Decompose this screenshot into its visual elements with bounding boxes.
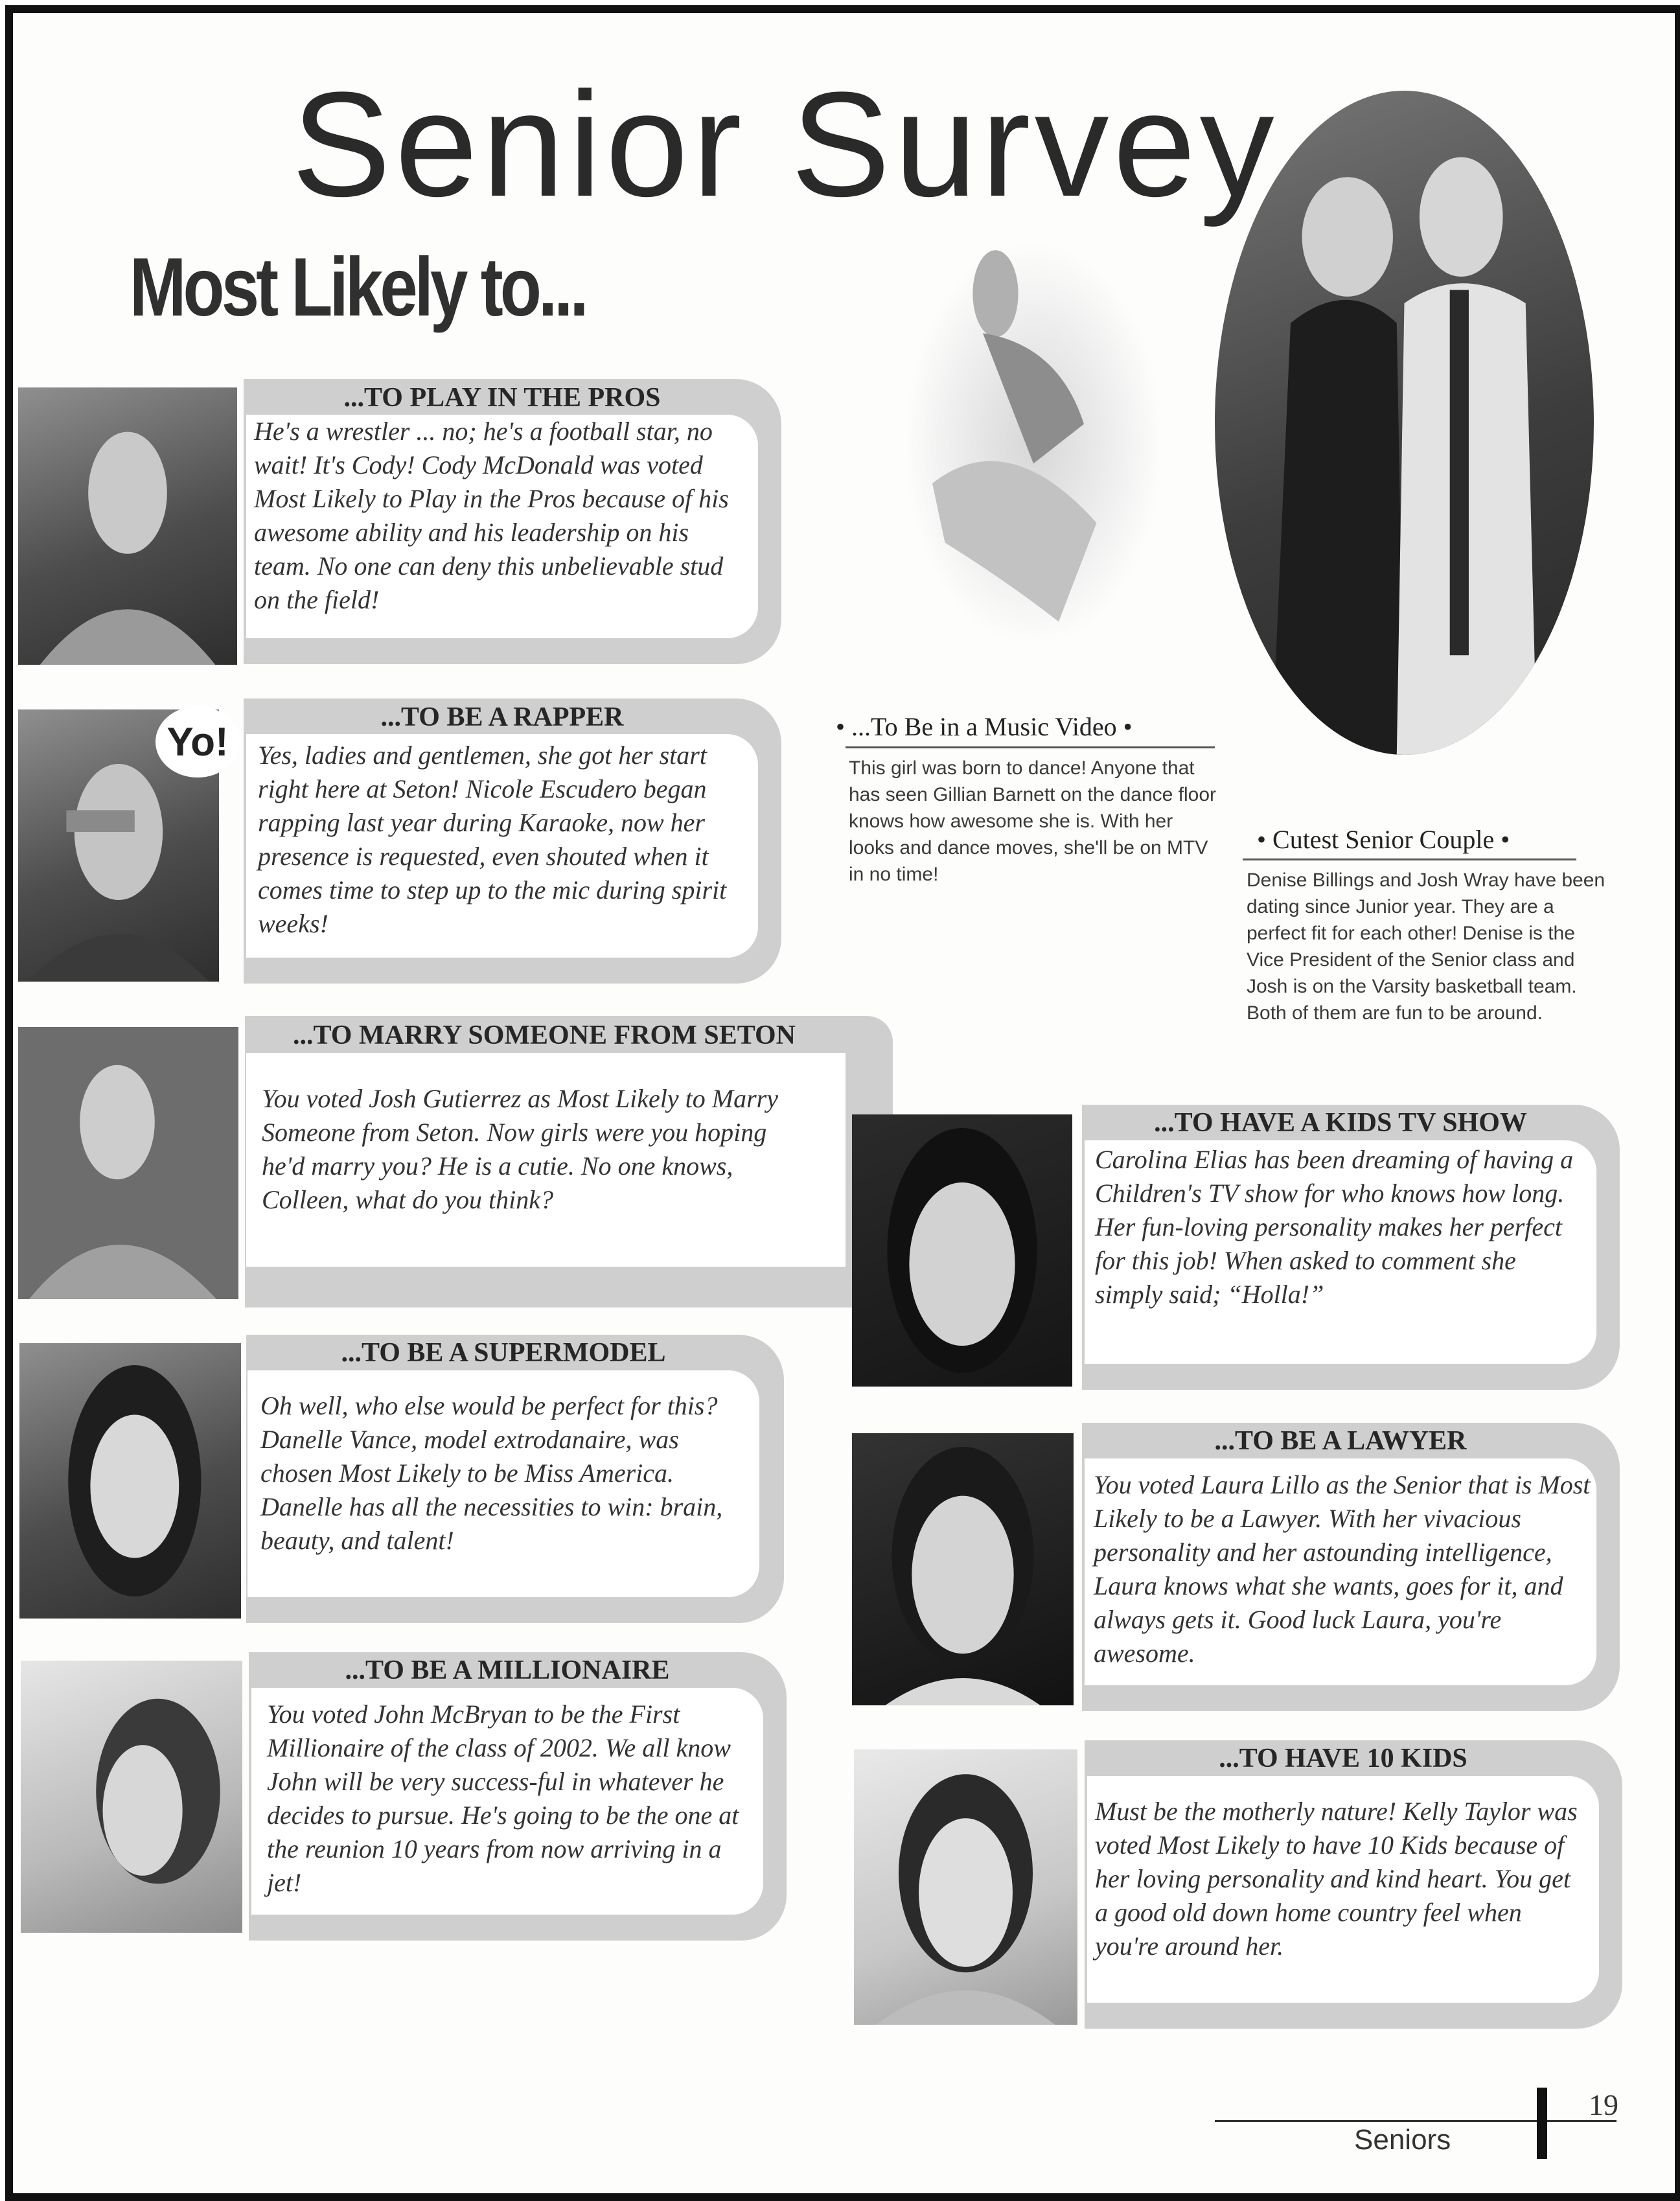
award-heading-marry: ...TO MARRY SOMEONE FROM SETON [293, 1020, 796, 1050]
divider [846, 746, 1215, 748]
caption-cutest-couple: Denise Billings and Josh Wray have been dating since Junior year. They are a perfect fit for each other! Denise is the Vice President of the Senior class and Josh is on the Varsity basketball team. Both of them are fun to be around. [1247, 870, 1605, 1024]
award-heading-pros: ...TO PLAY IN THE PROS [343, 383, 661, 413]
award-heading-lawyer: ...TO BE A LAWYER [1214, 1426, 1467, 1456]
photo-carolina-elias [852, 1114, 1072, 1387]
footer-bar [1537, 2088, 1547, 2159]
caption-heading-music-video: • ...To Be in a Music Video • [836, 712, 1133, 741]
yo-speech-bubble: Yo! [155, 706, 240, 778]
photo-kelly-taylor [854, 1749, 1077, 2025]
photo-laura-lillo [852, 1433, 1074, 1705]
award-heading-10-kids: ...TO HAVE 10 KIDS [1219, 1744, 1467, 1773]
award-story-lawyer: You voted Laura Lillo as the Senior that is Most Likely to be a Lawyer. With her vivacious personality and her astounding intelligence, Laura knows what she wants, goes for it, and always gets it. Good luck Laura, you're awesome. [1094, 1470, 1591, 1668]
photo-josh-gutierrez [18, 1027, 238, 1299]
caption-heading-couple: • Cutest Senior Couple • [1257, 825, 1510, 854]
award-heading-rapper: ...TO BE A RAPPER [380, 702, 624, 732]
photo-gillian-barnett [907, 246, 1160, 641]
page-subtitle: Most Likely to... [130, 241, 586, 334]
photo-cody-mcdonald [18, 387, 237, 665]
page-title: Senior Survey [292, 61, 1278, 227]
award-story-marry: You voted Josh Gutierrez as Most Likely to Marry Someone from Seton. Now girls were you hoping he'd marry you? He is a cutie. No one knows, Colleen, what do you think? [262, 1084, 778, 1214]
divider [1243, 859, 1576, 860]
award-heading-supermodel: ...TO BE A SUPERMODEL [341, 1338, 666, 1368]
award-story-millionaire: You voted John McBryan to be the First Millionaire of the class of 2002. We all know John will be very success-ful in whatever he decides to pursue. He's going to be the one at the reunion 10 years from now arriving in a jet! [267, 1700, 739, 1897]
award-story-kids-tv: Carolina Elias has been dreaming of having a Children's TV show for who knows how long. Her fun-loving personality makes her perfect for this job! When asked to comment she simply said; “Holla!” [1095, 1145, 1574, 1309]
photo-cutest-couple [1215, 91, 1594, 755]
page-number: 19 [1589, 2088, 1618, 2121]
caption-music-video: This girl was born to dance! Anyone that has seen Gillian Barnett on the dance floor knows how awesome she is. With her looks and dance moves, she'll be on MTV in no time! [849, 757, 1217, 885]
footer-section-name: Seniors [1354, 2124, 1451, 2156]
award-story-rapper: Yes, ladies and gentlemen, she got her start right here at Seton! Nicole Escudero began rapping last year during Karaoke, now her presence is requested, even shouted when it comes time to step up to the mic during spirit weeks! [258, 741, 727, 938]
footer-rule [1215, 2120, 1617, 2122]
award-story-pros: He's a wrestler ... no; he's a football star, no wait! It's Cody! Cody McDonald was voted Most Likely to Play in the Pros because of his awesome ability and his leadership on his team. No one can deny this unbelievable stud on the field! [254, 417, 729, 614]
award-heading-millionaire: ...TO BE A MILLIONAIRE [345, 1655, 670, 1685]
award-story-supermodel: Oh well, who else would be perfect for this? Danelle Vance, model extrodanaire, was chosen Most Likely to be Miss America. Danelle has all the necessities to win: brain, beauty, and talent! [260, 1391, 723, 1555]
award-story-10-kids: Must be the motherly nature! Kelly Taylor was voted Most Likely to have 10 Kids because of her loving personality and kind heart. You get a good old down home country feel when you're around her. [1095, 1797, 1578, 1961]
award-heading-kids-tv: ...TO HAVE A KIDS TV SHOW [1154, 1108, 1527, 1138]
photo-john-mcbryan [21, 1661, 242, 1933]
photo-danelle-vance [19, 1343, 241, 1619]
